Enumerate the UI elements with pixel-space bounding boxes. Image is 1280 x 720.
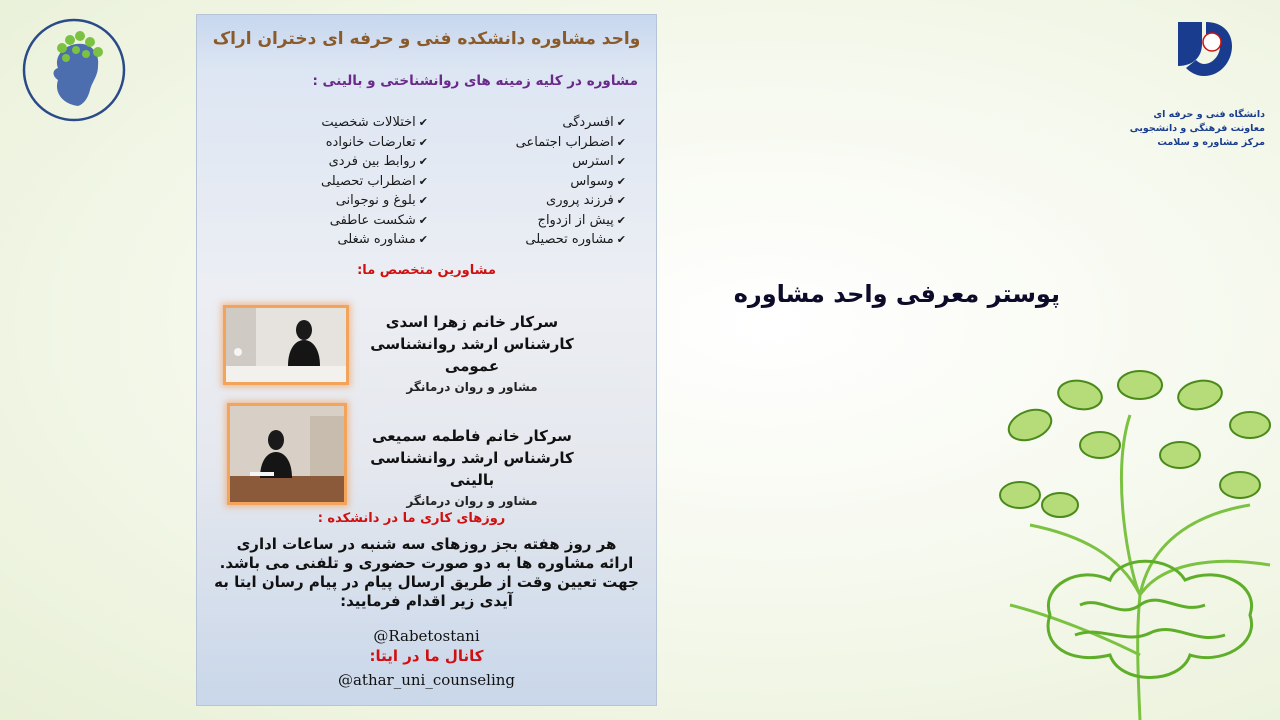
poster-subtitle: مشاوره در کلیه زمینه های روانشناختی و بالینی : [312, 73, 638, 89]
check-icon: ✔ [616, 174, 626, 188]
expert-photo [223, 305, 349, 385]
expert-role: مشاور و روان درمانگر [406, 494, 538, 508]
topic-item: ✔پیش از ازدواج [537, 212, 626, 228]
check-icon: ✔ [418, 213, 428, 227]
topic-item: ✔اختلالات شخصیت [321, 115, 428, 130]
working-days-heading: روزهای کاری ما در دانشکده : [317, 511, 506, 526]
check-icon: ✔ [418, 155, 428, 168]
check-icon: ✔ [418, 174, 428, 188]
experts-heading: مشاورین متخصص ما: [357, 263, 496, 278]
check-icon: ✔ [418, 233, 428, 246]
tree-brain-illustration [990, 355, 1280, 720]
topic-item: ✔تعارضات خانواده [325, 134, 428, 150]
topic-item: ✔بلوغ و نوجوانی [335, 193, 428, 208]
expert-photo [227, 403, 347, 505]
expert-degree: کارشناس ارشد روانشناسی عمومی [370, 335, 574, 375]
working-days-text [207, 535, 646, 611]
slide-title: پوستر معرفی واحد مشاوره [733, 280, 1060, 308]
check-icon: ✔ [616, 116, 626, 129]
counseling-poster [196, 14, 657, 706]
logo-caption-line: معاونت فرهنگی و دانشجویی [1129, 123, 1265, 134]
topic-item: ✔افسردگی [562, 115, 626, 130]
topic-item: ✔استرس [572, 154, 626, 169]
working-days-line: جهت تعیین وقت از طریق ارسال پیام در پیام رسان ایتا به [214, 573, 639, 591]
expert-role: مشاور و روان درمانگر [406, 380, 538, 394]
topic-item: ✔روابط بین فردی [328, 154, 428, 169]
check-icon: ✔ [616, 155, 626, 168]
topic-item: ✔اضطراب اجتماعی [515, 134, 626, 150]
check-icon: ✔ [616, 194, 626, 207]
topic-item: ✔فرزند پروری [546, 193, 626, 208]
topic-item: ✔وسواس [570, 173, 626, 189]
university-logo-caption [1100, 108, 1265, 150]
expert-degree: کارشناس ارشد روانشناسی بالینی [370, 449, 574, 489]
check-icon: ✔ [616, 135, 626, 149]
check-icon: ✔ [418, 194, 428, 207]
logo-caption-line: مرکز مشاوره و سلامت [1157, 137, 1265, 148]
topics-list-left [321, 115, 428, 252]
topics-list-right [516, 115, 626, 252]
logo-caption-line: دانشگاه فنی و حرفه ای [1153, 109, 1265, 120]
topic-item: ✔مشاوره شغلی [337, 232, 428, 247]
university-logo [1168, 14, 1240, 86]
expert-name: سرکار خانم زهرا اسدی [385, 313, 559, 331]
topic-item: ✔مشاوره تحصیلی [525, 232, 626, 247]
check-icon: ✔ [418, 135, 428, 149]
expert-card [352, 425, 592, 511]
contact-id: @Rabetostani [373, 627, 480, 645]
check-icon: ✔ [616, 213, 626, 227]
counseling-unit-logo [18, 14, 130, 126]
check-icon: ✔ [616, 233, 626, 246]
working-days-line: هر روز هفته بجز روزهای سه شنبه در ساعات اداری [236, 535, 617, 553]
channel-heading: کانال ما در ایتا: [369, 647, 484, 665]
expert-name: سرکار خانم فاطمه سمیعی [372, 427, 572, 445]
poster-title: واحد مشاوره دانشکده فنی و حرفه ای دختران اراک [212, 29, 641, 49]
working-days-line: ارائه مشاوره ها به دو صورت حضوری و تلفنی می باشد. [219, 554, 634, 572]
expert-card [352, 311, 592, 397]
topic-item: ✔شکست عاطفی [329, 212, 428, 228]
channel-id: @athar_uni_counseling [337, 671, 516, 689]
working-days-line: آیدی زیر اقدام فرمایید: [340, 592, 513, 610]
topic-item: ✔اضطراب تحصیلی [320, 173, 428, 189]
check-icon: ✔ [418, 116, 428, 129]
